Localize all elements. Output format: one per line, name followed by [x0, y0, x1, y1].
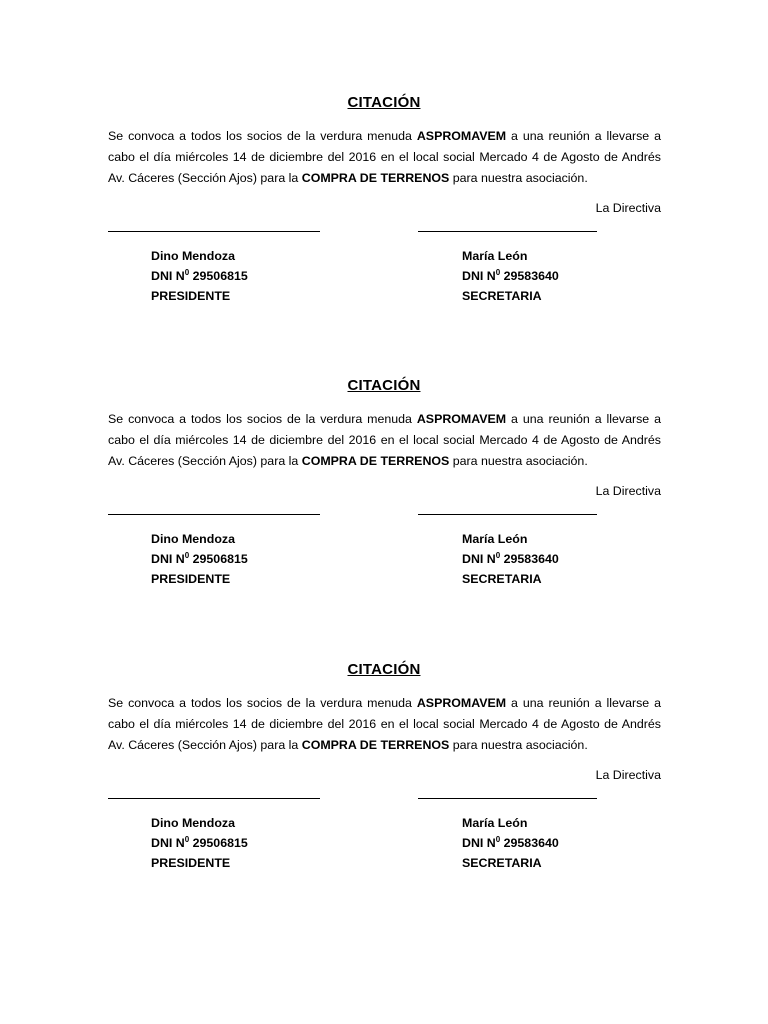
body-text-part: para nuestra asociación. [449, 171, 588, 185]
dni-prefix: DNI N [151, 269, 185, 283]
signer-role: PRESIDENTE [151, 572, 231, 586]
body-text-part: Se convoca a todos los socios de la verdura menuda [108, 696, 417, 710]
signer-dni [462, 549, 559, 569]
dni-superscript: 0 [184, 268, 190, 277]
signature-line-secretary [418, 231, 597, 232]
signer-dni [462, 266, 559, 286]
signature-line-president [108, 798, 320, 799]
body-text-part: para nuestra asociación. [449, 454, 588, 468]
signer-name: María León [462, 816, 528, 830]
signer-role: SECRETARIA [462, 289, 542, 303]
signer-secretary [462, 529, 559, 589]
dni-number: 29583640 [500, 269, 559, 283]
citation-title: CITACIÓN [347, 661, 421, 678]
citation-block [0, 94, 768, 354]
citation-body [108, 409, 661, 472]
body-text-part: para nuestra asociación. [449, 738, 588, 752]
signer-name: María León [462, 532, 528, 546]
signature-line-secretary [418, 798, 597, 799]
citation-title: CITACIÓN [347, 377, 421, 394]
dni-superscript: 0 [495, 551, 501, 560]
dni-number: 29506815 [189, 836, 248, 850]
signer-name: Dino Mendoza [151, 249, 235, 263]
citation-title: CITACIÓN [347, 94, 421, 111]
purpose-text: COMPRA DE TERRENOS [301, 171, 450, 185]
citation-body [108, 693, 661, 756]
dni-superscript: 0 [495, 268, 501, 277]
signer-role: PRESIDENTE [151, 856, 231, 870]
signoff: La Directiva [595, 201, 661, 215]
signer-dni [462, 833, 559, 853]
dni-superscript: 0 [184, 551, 190, 560]
org-name: ASPROMAVEM [416, 129, 507, 143]
org-name: ASPROMAVEM [416, 412, 507, 426]
signer-secretary [462, 813, 559, 873]
dni-number: 29583640 [500, 836, 559, 850]
signer-dni [151, 833, 248, 853]
signer-name: Dino Mendoza [151, 532, 235, 546]
dni-prefix: DNI N [462, 552, 496, 566]
purpose-text: COMPRA DE TERRENOS [301, 738, 450, 752]
signer-dni [151, 549, 248, 569]
dni-number: 29506815 [189, 269, 248, 283]
signer-president [151, 246, 248, 306]
citation-block [0, 377, 768, 637]
signoff: La Directiva [595, 484, 661, 498]
dni-prefix: DNI N [462, 269, 496, 283]
signature-line-president [108, 514, 320, 515]
dni-prefix: DNI N [151, 552, 185, 566]
signer-role: SECRETARIA [462, 572, 542, 586]
signer-role: SECRETARIA [462, 856, 542, 870]
dni-number: 29506815 [189, 552, 248, 566]
signer-role: PRESIDENTE [151, 289, 231, 303]
dni-prefix: DNI N [151, 836, 185, 850]
citation-block [0, 661, 768, 921]
body-text-part: Se convoca a todos los socios de la verdura menuda [108, 129, 417, 143]
citation-body [108, 126, 661, 189]
purpose-text: COMPRA DE TERRENOS [301, 454, 450, 468]
org-name: ASPROMAVEM [416, 696, 507, 710]
signer-president [151, 813, 248, 873]
signer-name: Dino Mendoza [151, 816, 235, 830]
signer-dni [151, 266, 248, 286]
body-text-part: a una reunión a llevarse a cabo el día miércoles 14 de diciembre del 2016 en el local social Mercado 4 de Agosto de Andrés Av. Cáceres (Sección Ajos) para la [108, 696, 661, 752]
dni-superscript: 0 [184, 835, 190, 844]
signer-secretary [462, 246, 559, 306]
dni-prefix: DNI N [462, 836, 496, 850]
dni-superscript: 0 [495, 835, 501, 844]
signer-president [151, 529, 248, 589]
signature-line-secretary [418, 514, 597, 515]
body-text-part: Se convoca a todos los socios de la verdura menuda [108, 412, 417, 426]
signer-name: María León [462, 249, 528, 263]
signature-line-president [108, 231, 320, 232]
signoff: La Directiva [595, 768, 661, 782]
body-text-part: a una reunión a llevarse a cabo el día miércoles 14 de diciembre del 2016 en el local social Mercado 4 de Agosto de Andrés Av. Cáceres (Sección Ajos) para la [108, 412, 661, 468]
dni-number: 29583640 [500, 552, 559, 566]
body-text-part: a una reunión a llevarse a cabo el día miércoles 14 de diciembre del 2016 en el local social Mercado 4 de Agosto de Andrés Av. Cáceres (Sección Ajos) para la [108, 129, 661, 185]
